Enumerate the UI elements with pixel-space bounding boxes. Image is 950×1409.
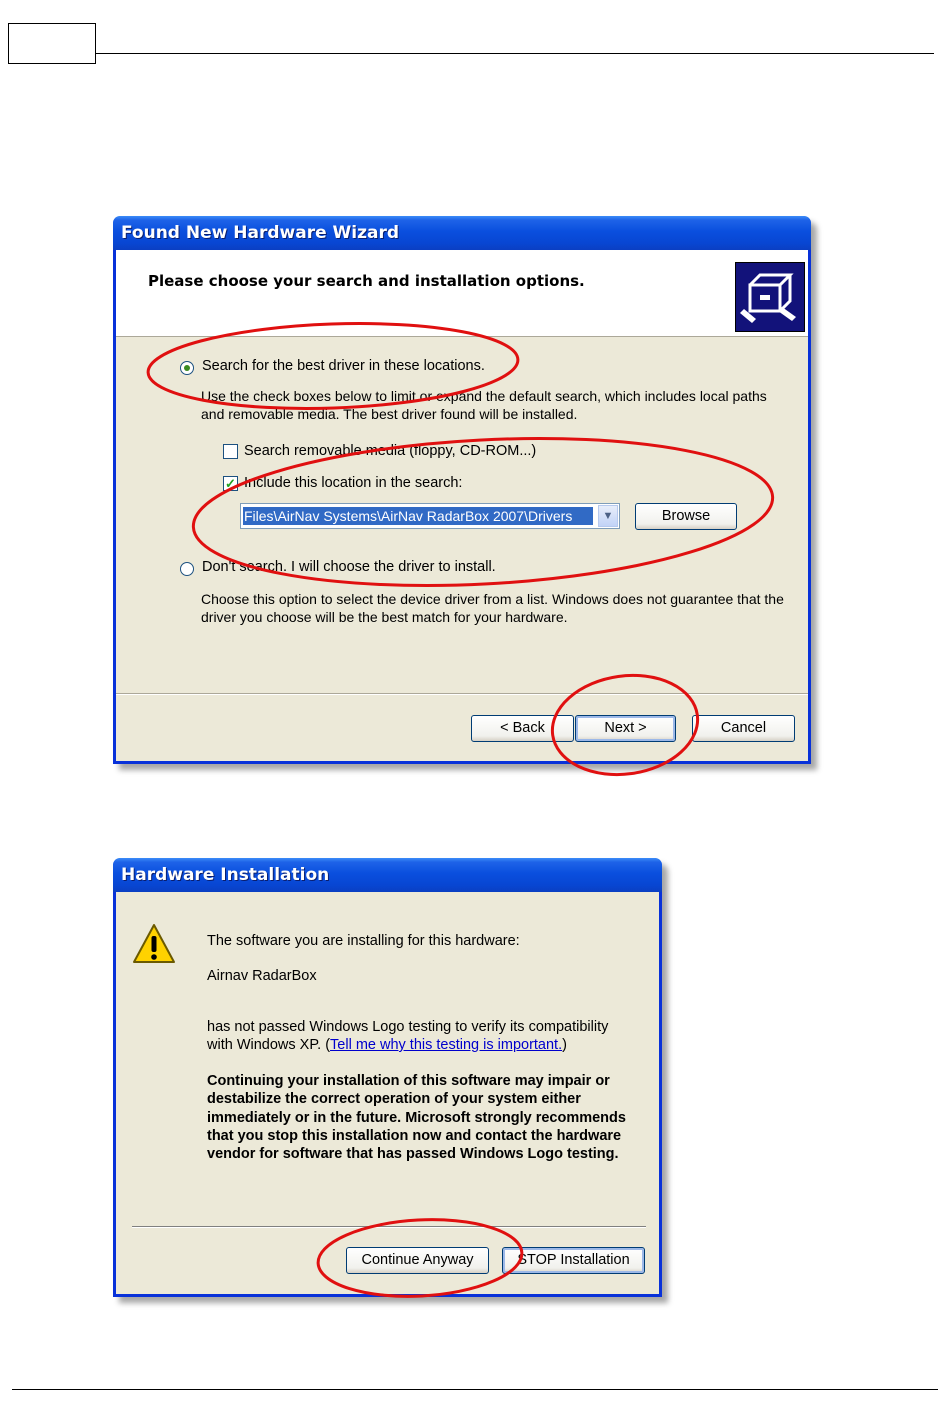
page-number-box (8, 23, 96, 64)
search-option-label: Search for the best driver in these locations. (202, 358, 485, 374)
removable-media-checkbox[interactable] (223, 444, 238, 459)
include-location-label: Include this location in the search: (244, 475, 463, 491)
header-rule (96, 53, 934, 54)
dont-search-radio[interactable] (180, 562, 194, 576)
search-option-description: Use the check boxes below to limit or expand the default search, which includes local paths and removable media. The best driver found will be installed. (201, 388, 767, 422)
continue-anyway-button[interactable]: Continue Anyway (346, 1247, 489, 1274)
cancel-button[interactable]: Cancel (692, 715, 795, 742)
wizard-banner-heading: Please choose your search and installation options. (148, 272, 585, 290)
location-combobox[interactable] (240, 503, 620, 529)
browse-button[interactable]: Browse (635, 503, 737, 530)
location-value[interactable]: Files\AirNav Systems\AirNav RadarBox 2007\Drivers (243, 507, 593, 525)
install-titlebar: Hardware Installation (113, 858, 662, 892)
install-warning-text: Continuing your installation of this software may impair or destabilize the correct operation of your system either immediately or in the future. Microsoft strongly recommends that you stop this installation now and contact the hardware vendor for software that has passed Windows Logo testing. (207, 1073, 626, 1163)
search-option-radio[interactable] (180, 361, 194, 375)
install-product-name: Airnav RadarBox (207, 968, 317, 984)
install-button-divider (132, 1226, 646, 1228)
found-new-hardware-wizard-window (113, 216, 811, 764)
dont-search-label: Don't search. I will choose the driver to install. (202, 559, 496, 575)
wizard-titlebar: Found New Hardware Wizard (113, 216, 811, 250)
dont-search-description: Choose this option to select the device driver from a list. Windows does not guarantee that the driver you choose will be the best match for your hardware. (201, 591, 784, 625)
wizard-banner (116, 250, 808, 337)
stop-installation-button[interactable]: STOP Installation (502, 1247, 645, 1274)
logo-testing-message (207, 1018, 627, 1054)
include-location-checkbox[interactable]: ✓ (223, 476, 238, 491)
testing-info-link[interactable]: Tell me why this testing is important. (330, 1037, 563, 1053)
footer-rule (12, 1389, 938, 1390)
logo-testing-text: has not passed Windows Logo testing to verify its compatibility with Windows XP. ( (207, 1019, 609, 1053)
next-button[interactable]: Next > (575, 715, 676, 742)
hardware-installation-window (113, 858, 662, 1297)
removable-media-label: Search removable media (floppy, CD-ROM...) (244, 443, 537, 459)
logo-testing-text-end: ) (562, 1037, 567, 1053)
chevron-down-icon[interactable]: ▼ (598, 505, 618, 527)
warning-icon (132, 922, 176, 966)
wizard-button-divider (116, 693, 808, 695)
hardware-wizard-icon (735, 262, 805, 332)
back-button[interactable]: < Back (471, 715, 574, 742)
install-intro: The software you are installing for this hardware: (207, 933, 520, 949)
